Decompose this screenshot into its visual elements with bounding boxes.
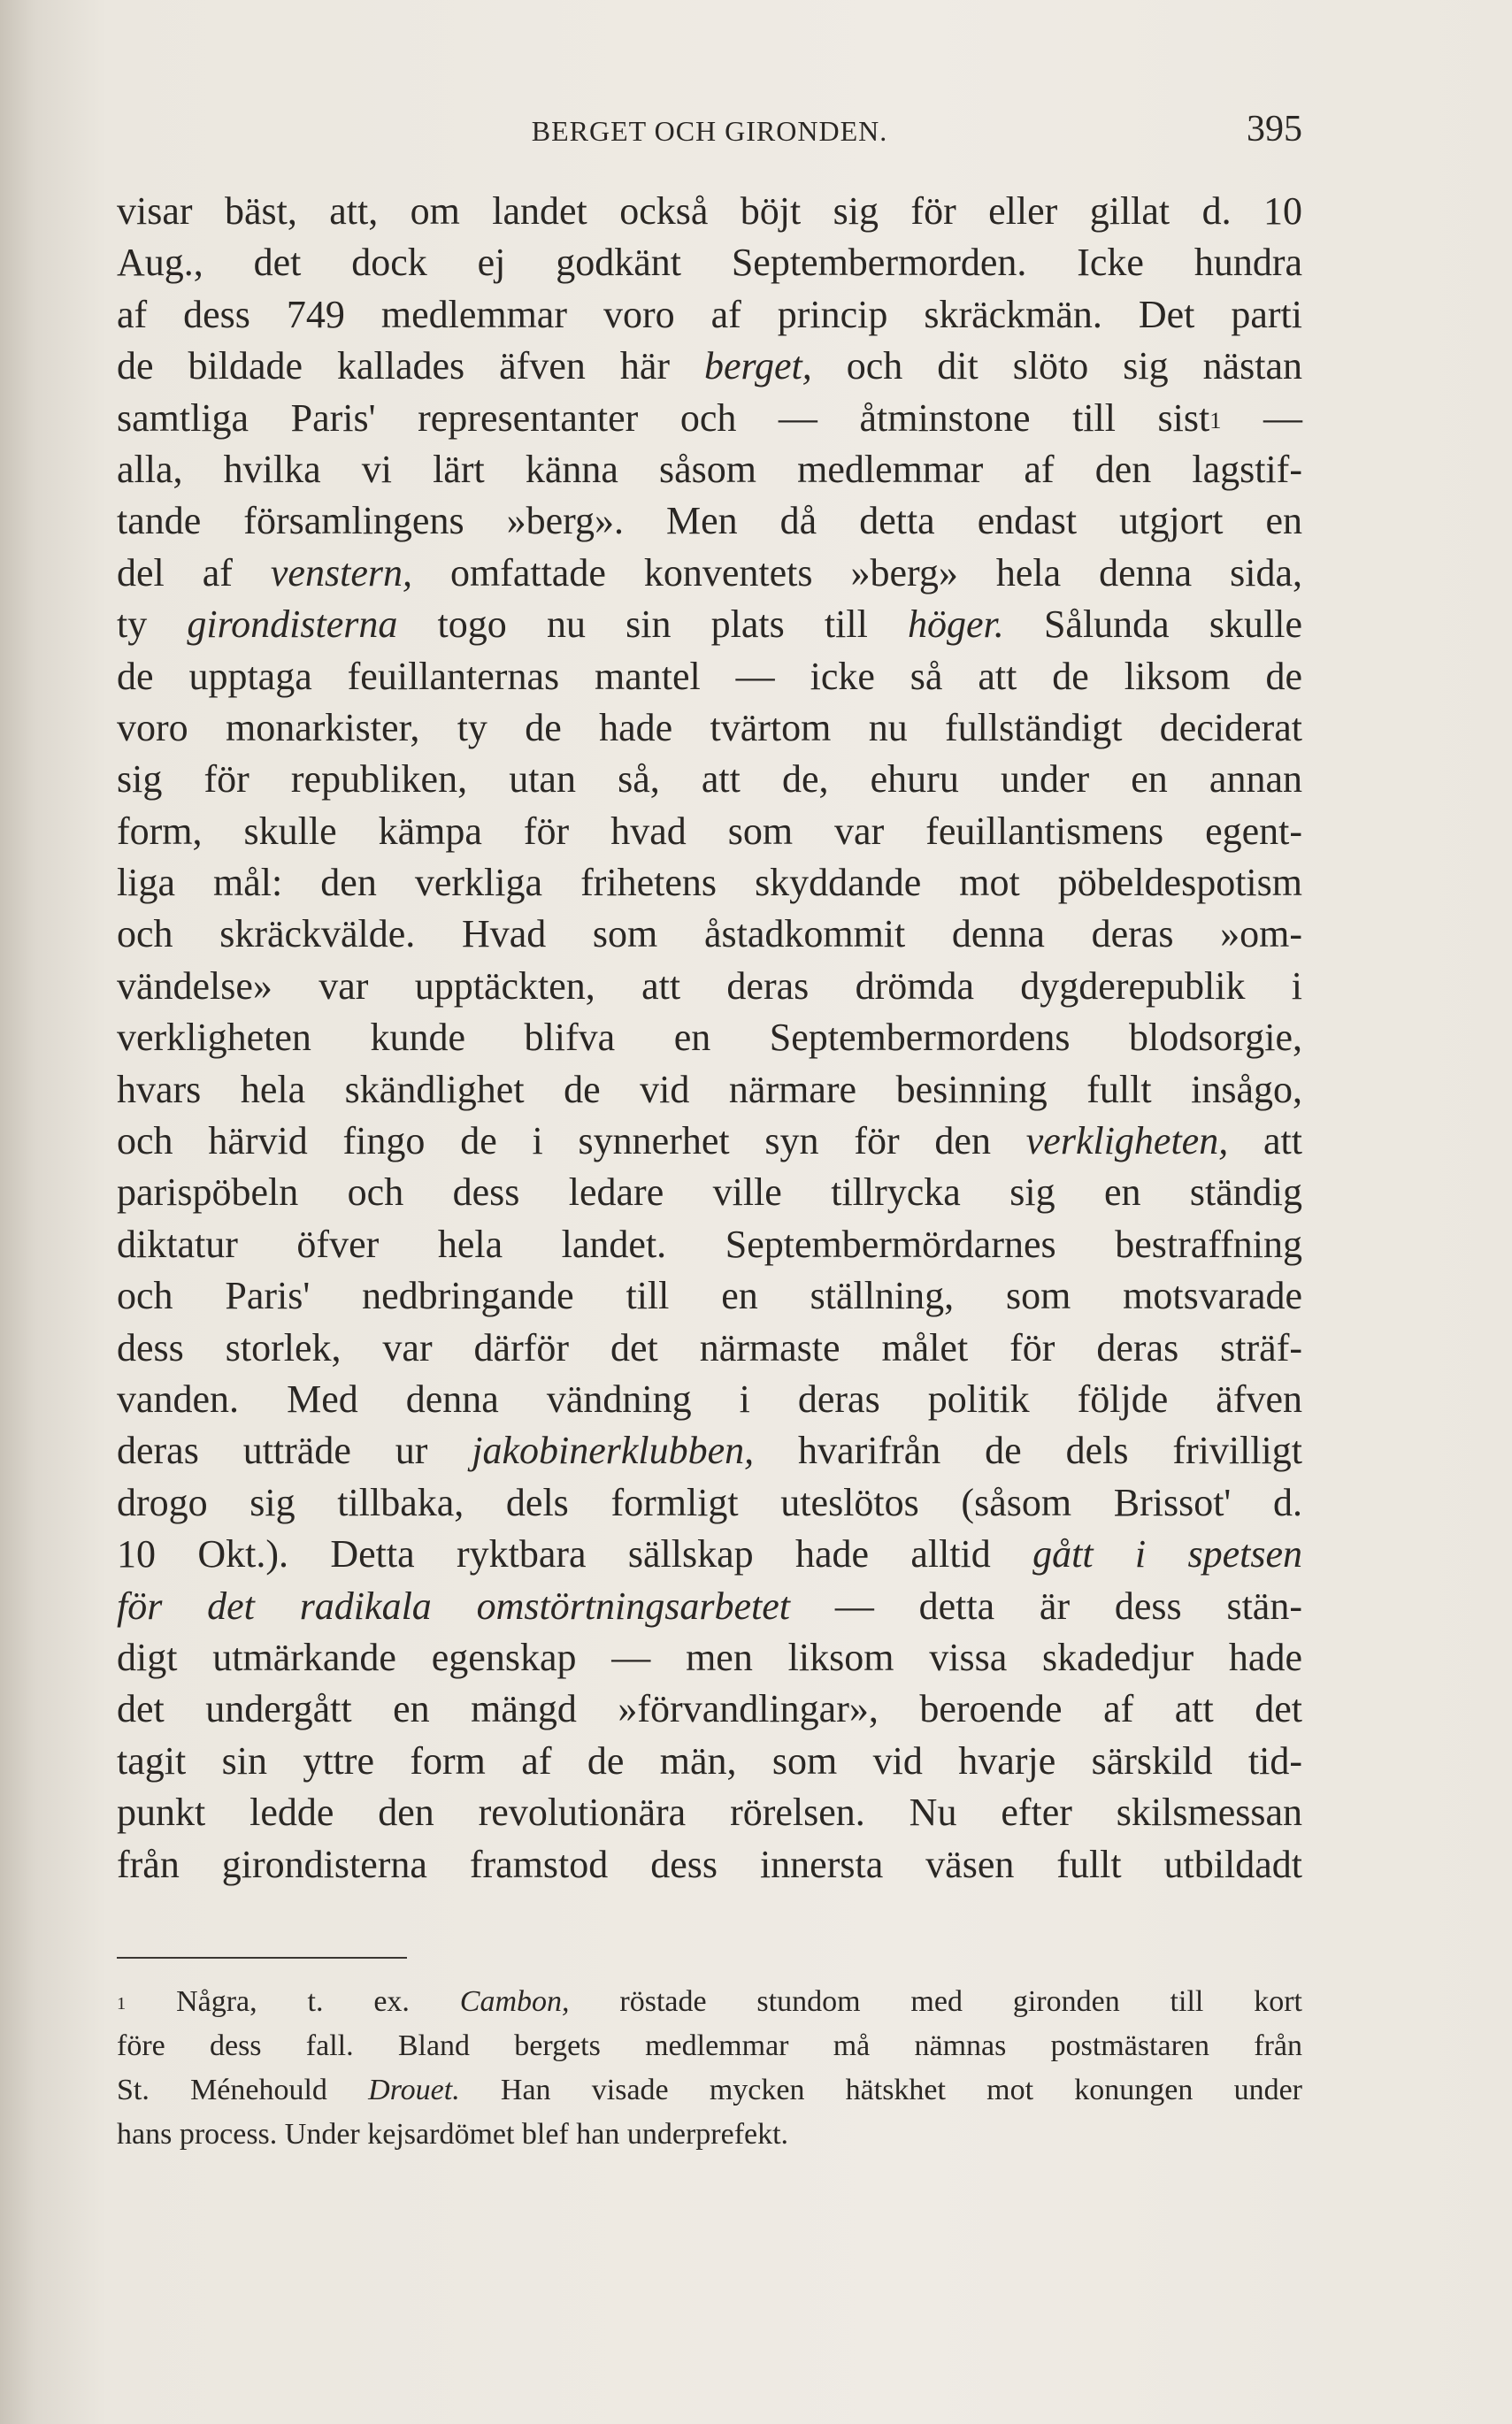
italic-term: verkligheten,	[1025, 1119, 1229, 1163]
footnote-block	[117, 1980, 1302, 2157]
text-line: voro monarkister, ty de hade tvärtom nu fullständigt deciderat	[117, 705, 1302, 749]
text-line: hvars hela skändlighet de vid närmare besinning fullt insågo,	[117, 1067, 1302, 1111]
footnote-line: före dess fall. Bland bergets medlemmar må nämnas postmästaren från	[117, 2029, 1302, 2062]
text-run: att	[1228, 1119, 1302, 1163]
italic-term: girondisterna	[187, 602, 398, 647]
text-line	[117, 341, 1302, 392]
text-line: det undergått en mängd »förvandlingar», beroende af att det	[117, 1687, 1302, 1731]
text-line: digt utmärkande egenskap — men liksom vissa skadedjur hade	[117, 1635, 1302, 1679]
text-line	[117, 1581, 1302, 1632]
text-line	[117, 599, 1302, 650]
footnote-marker: 1	[1209, 406, 1222, 433]
running-head: BERGET OCH GIRONDEN.	[531, 115, 888, 147]
italic-term: för det radikala omstörtningsarbetet	[117, 1584, 791, 1628]
footnote-line	[117, 2068, 1302, 2113]
text-line: af dess 749 medlemmar voro af princip skräckmän. Det parti	[117, 292, 1302, 336]
text-line: och Paris' nedbringande till en ställning, som motsvarade	[117, 1274, 1302, 1318]
text-run: och dit slöto sig nästan	[811, 344, 1302, 388]
italic-term: höger.	[908, 602, 1004, 647]
text-line: sig för republiken, utan så, att de, ehuru under en annan	[117, 757, 1302, 802]
text-line: Aug., det dock ej godkänt Septembermorden. Icke hundra	[117, 241, 1302, 285]
text-run: röstade stundom med gironden till kort	[569, 1985, 1302, 2018]
text-run: hvarifrån de dels frivilligt	[754, 1429, 1302, 1473]
italic-term: gått i spetsen	[1032, 1532, 1303, 1576]
text-run: deras utträde ur	[117, 1429, 472, 1473]
text-run: de bildade kallades äfven här	[117, 344, 704, 388]
text-run: och härvid fingo de i synnerhet syn för den	[117, 1119, 1026, 1163]
text-line: tande församlingens »berg». Men då detta endast utgjort en	[117, 499, 1302, 543]
text-run: Han visade mycken hätskhet mot konungen under	[459, 2074, 1302, 2106]
footnote-line: hans process. Under kejsardömet blef han underprefekt.	[117, 2118, 789, 2151]
text-line: parispöbeln och dess ledare ville tillrycka sig en ständig	[117, 1170, 1302, 1215]
italic-term: Drouet.	[368, 2074, 460, 2106]
text-line: från girondisterna framstod dess innersta väsen fullt utbildadt	[117, 1842, 1302, 1886]
text-line: liga mål: den verkliga frihetens skyddande mot pöbeldespotism	[117, 861, 1302, 905]
text-line	[117, 1116, 1302, 1167]
text-line	[117, 1529, 1302, 1580]
text-run: Sålunda skulle	[1003, 602, 1302, 647]
italic-term: venstern,	[270, 550, 412, 594]
text-line	[117, 1425, 1302, 1477]
text-run: omfattade konventets »berg» hela denna sida,	[411, 550, 1303, 594]
text-line: de upptaga feuillanternas mantel — icke så att de liksom de	[117, 654, 1302, 698]
italic-term: berget,	[704, 344, 812, 388]
text-line: vändelse» var upptäckten, att deras drömda dygderepublik i	[117, 963, 1302, 1008]
text-run: togo nu sin plats till	[397, 602, 908, 647]
text-run: del af	[117, 550, 271, 594]
text-run: Några, t. ex.	[126, 1985, 460, 2018]
text-run: ty	[117, 602, 188, 647]
footnote-line	[117, 1980, 1302, 2024]
text-run: 10 Okt.). Detta ryktbara sällskap hade alltid	[117, 1532, 1033, 1576]
text-line: punkt ledde den revolutionära rörelsen. Nu efter skilsmessan	[117, 1791, 1302, 1835]
text-run: St. Ménehould	[117, 2074, 369, 2106]
text-run: —	[1221, 395, 1303, 440]
text-line: visar bäst, att, om landet också böjt sig för eller gillat d. 10	[117, 189, 1302, 233]
text-line: vanden. Med denna vändning i deras politik följde äfven	[117, 1377, 1302, 1421]
text-run: samtliga Paris' representanter och — åtminstone till sist	[117, 395, 1210, 440]
page-header	[117, 108, 1302, 161]
text-line: verkligheten kunde blifva en Septembermordens blodsorgie,	[117, 1016, 1302, 1060]
text-line: drogo sig tillbaka, dels formligt uteslötos (såsom Brissot' d.	[117, 1480, 1302, 1524]
text-line: diktatur öfver hela landet. Septembermördarnes bestraffning	[117, 1222, 1302, 1266]
italic-term: jakobinerklubben,	[472, 1429, 755, 1473]
text-line: form, skulle kämpa för hvad som var feuillantismens egent-	[117, 809, 1302, 853]
text-line: tagit sin yttre form af de män, som vid hvarje särskild tid-	[117, 1738, 1302, 1783]
body-text	[117, 186, 1302, 1891]
text-run: — detta är dess stän-	[790, 1584, 1302, 1628]
text-line: dess storlek, var därför det närmaste målet för deras sträf-	[117, 1325, 1302, 1369]
text-line	[117, 393, 1302, 444]
text-line: och skräckvälde. Hvad som åstadkommit denna deras »om-	[117, 912, 1302, 956]
footnote-number: 1	[117, 1994, 127, 2014]
italic-term: Cambon,	[459, 1985, 570, 2018]
footnote-divider	[117, 1957, 407, 1959]
page-number: 395	[1247, 109, 1302, 150]
text-line	[117, 548, 1302, 599]
text-line: alla, hvilka vi lärt känna såsom medlemmar af den lagstif-	[117, 447, 1302, 491]
